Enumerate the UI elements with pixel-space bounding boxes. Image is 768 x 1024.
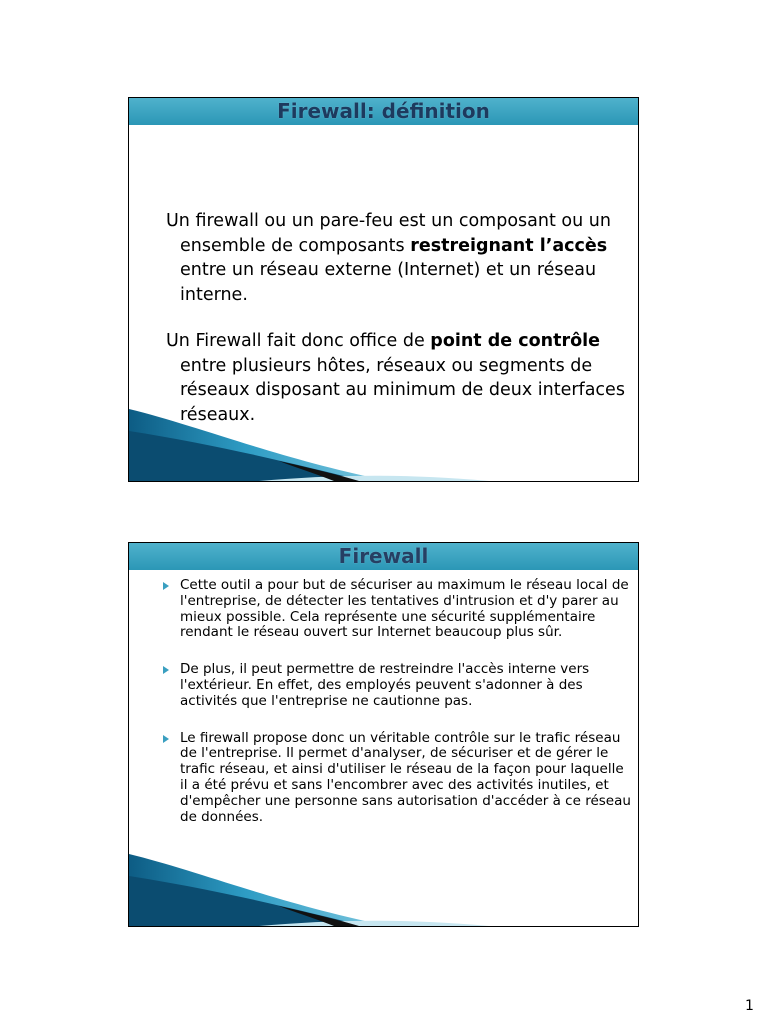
slide-body — [166, 209, 626, 449]
emphasis: restreignant l’accès — [410, 235, 608, 256]
emphasis: point de contrôle — [430, 331, 600, 351]
paragraph-definition — [166, 209, 626, 307]
bullet-text: Cette outil a pour but de sécuriser au maximum le réseau local de l'entreprise, de détecter les tentatives d'intrusion et d'y parer au mieux possible. Cela représente une sécurité supplémentaire rendant le réseau ouvert sur Internet beaucoup plus sûr. — [180, 577, 629, 641]
triangle-bullet-icon — [163, 666, 169, 674]
slide-body — [163, 578, 633, 846]
bullet-text: Le firewall propose donc un véritable contrôle sur le trafic réseau de l'entreprise. Il permet d'analyser, de sécuriser et de gérer le trafic réseau, et ainsi d'utiliser le réseau de la façon pour laquelle il a été prévu et sans l'encombrer avec des activités inutiles, et d'empêcher une personne sans autorisation d'accéder à ce réseau de données. — [180, 729, 631, 825]
bullet-item — [163, 578, 633, 641]
text: entre plusieurs hôtes, réseaux ou segments de réseaux disposant au minimum de deux interfaces réseaux. — [180, 355, 625, 425]
text: entre un réseau externe (Internet) et un réseau interne. — [180, 260, 597, 305]
triangle-bullet-icon — [163, 735, 169, 743]
slide-firewall-definition — [128, 97, 639, 482]
slide-firewall — [128, 542, 639, 927]
slide-title: Firewall — [129, 543, 638, 570]
bullet-text: De plus, il peut permettre de restreindre l'accès interne vers l'extérieur. En effet, des employés peuvent s'adonner à des activités que l'entreprise ne cautionne pas. — [180, 661, 590, 709]
triangle-bullet-icon — [163, 582, 169, 590]
bullet-item — [163, 662, 633, 709]
bullet-item — [163, 731, 633, 826]
paragraph-control-point — [166, 329, 626, 427]
slide-title: Firewall: définition — [129, 98, 638, 125]
text: Un firewall ou un pare-feu est un composant ou un ensemble de composants — [166, 211, 611, 256]
text: Un Firewall fait donc office de — [166, 331, 431, 351]
page-number: 1 — [745, 998, 754, 1014]
decorative-swoosh — [129, 846, 639, 926]
